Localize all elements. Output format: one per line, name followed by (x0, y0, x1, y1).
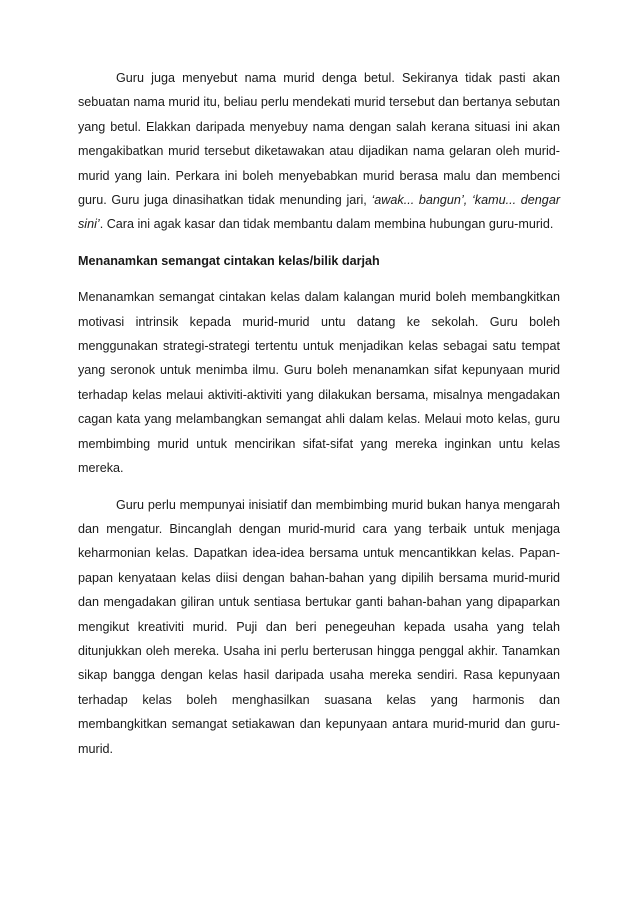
paragraph-teacher-initiative: Guru perlu mempunyai inisiatif dan membimbing murid bukan hanya mengarah dan mengatur. Bincanglah dengan murid-murid cara yang terbaik untuk menjaga keharmonian kelas. Dapatkan idea-idea bersama untuk mencantikkan kelas. Papan-papan kenyataan kelas diisi dengan bahan-bahan yang dipilih bersama murid-murid dan mengadakan giliran untuk sentiasa bertukar ganti bahan-bahan yang dipaparkan mengikut kreativiti murid. Puji dan beri penegeuhan kepada usaha yang telah ditunjukkan oleh mereka. Usaha ini perlu berterusan hingga penggal akhir. Tanamkan sikap bangga dengan kelas hasil daripada usaha mereka sendiri. Rasa kepunyaan terhadap kelas boleh menghasilkan suasana kelas yang harmonis dan membangkitkan semangat setiakawan dan kepunyaan antara murid-murid dan guru-murid. (78, 497, 560, 756)
quote-kamu-dengar-sini: ‘kamu... dengar sini’ (78, 193, 561, 232)
quote-awak-bangun: ‘awak... bangun’, (371, 193, 468, 208)
paragraph-class-spirit: Menanamkan semangat cintakan kelas dalam kalangan murid boleh membangkitkan motivasi intrinsik kepada murid-murid untu datang ke sekolah. Guru boleh menggunakan strategi-strategi tertentu untuk menjadikan kelas sebagai satu tempat yang seronok untuk menimba ilmu. Guru boleh menanamkan sifat kepunyaan murid terhadap kelas melaui aktiviti-aktiviti yang dilakukan bersama, misalnya mengadakan cagan kata yang melambangkan semangat ahli dalam kelas. Melaui moto kelas, guru membimbing murid untuk mencirikan sifat-sifat yang mereka inginkan untu kelas mereka. (78, 290, 560, 476)
spacer (78, 481, 560, 493)
spacer (78, 237, 560, 249)
paragraph-text: Guru juga menyebut nama murid denga betul. Sekiranya tidak pasti akan sebuatan nama murid itu, beliau perlu mendekati murid tersebut dan bertanya sebutan yang betul. Elakkan daripada menyebuy nama dengan salah kerana situasi ini akan mengakibatkan murid tersebut diketawakan atau dijadikan nama gelaran oleh murid-murid yang lain. Perkara ini boleh menyebabkan murid berasa malu dan membenci guru. Guru juga dinasihatkan tidak menunding jari, (78, 71, 560, 208)
paragraph-name-pronunciation (78, 66, 560, 237)
paragraph-text-end: . Cara ini agak kasar dan tidak membantu dalam membina hubungan guru-murid. (99, 217, 554, 232)
page-content (78, 66, 560, 761)
spacer (78, 273, 560, 285)
section-heading: Menanamkan semangat cintakan kelas/bilik darjah (78, 253, 380, 268)
